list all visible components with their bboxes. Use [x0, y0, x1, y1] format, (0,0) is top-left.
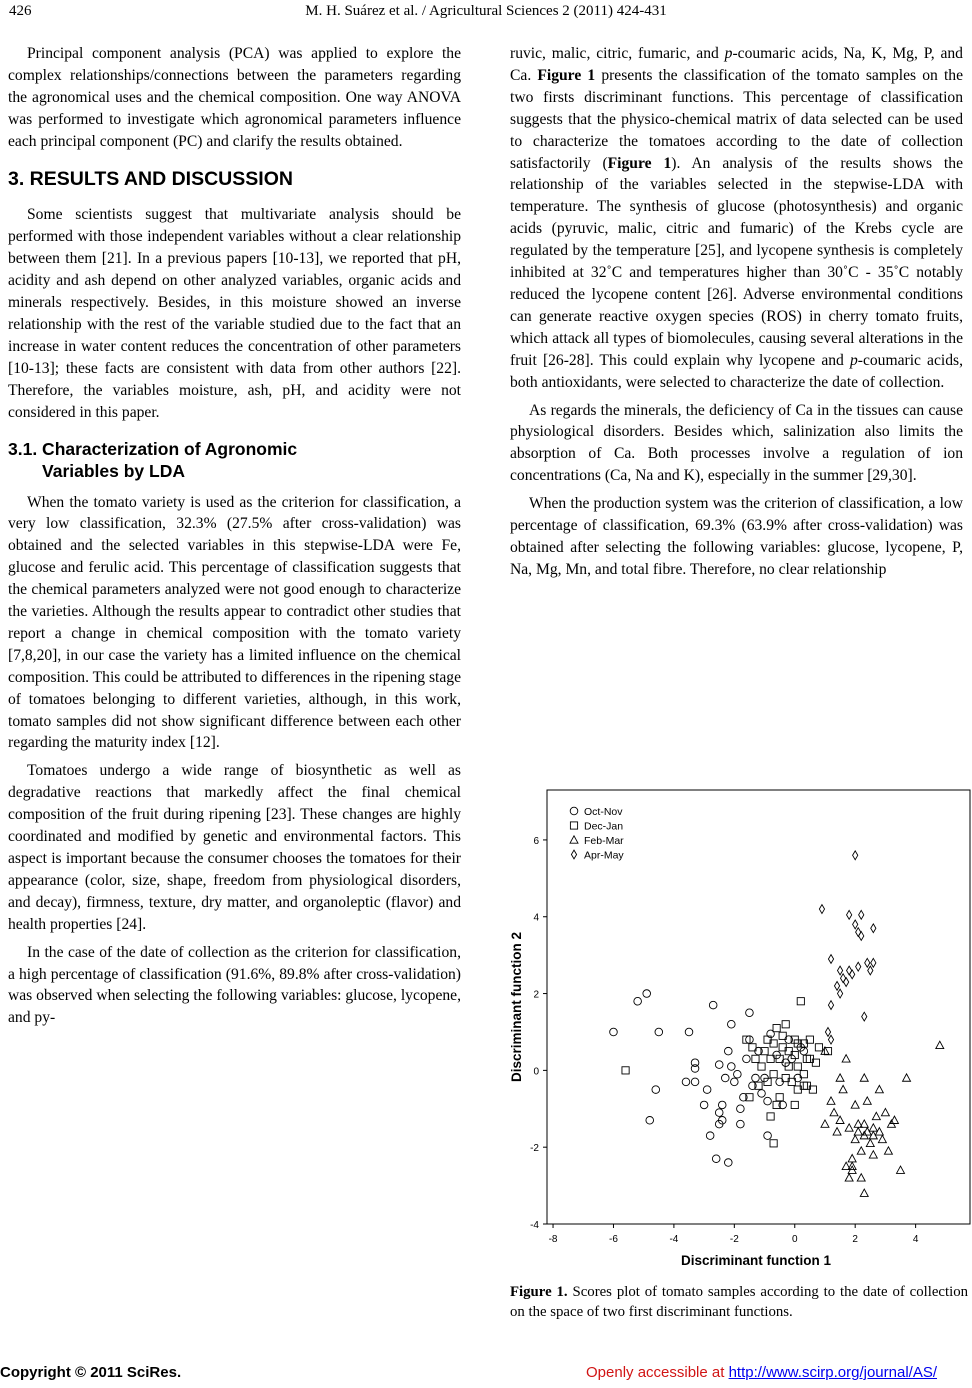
data-point-circle [724, 1159, 732, 1167]
data-point-circle [724, 1047, 732, 1055]
data-point-triangle [897, 1166, 905, 1173]
data-point-diamond [868, 966, 873, 975]
data-point-circle [746, 1009, 754, 1017]
caption-text: Scores plot of tomato samples according to the date of collection on the space of two first discriminant functions. [510, 1284, 968, 1320]
data-point-triangle [860, 1189, 868, 1196]
data-point-circle [718, 1101, 726, 1109]
data-point-diamond [856, 928, 861, 937]
data-point-square [803, 1055, 810, 1062]
y-tick-label: 2 [533, 989, 539, 1001]
legend-label: Dec-Jan [584, 820, 624, 833]
copyright: Copyright © 2011 SciRes. [0, 1364, 182, 1381]
data-point-triangle [860, 1074, 868, 1081]
data-point-square [758, 1063, 765, 1070]
data-point-triangle [827, 1097, 835, 1104]
legend-marker-square [570, 822, 577, 829]
y-tick-label: -2 [530, 1143, 539, 1155]
x-tick-label: -4 [669, 1234, 679, 1245]
data-point-circle [709, 1001, 717, 1009]
data-point-circle [682, 1078, 690, 1086]
data-point-triangle [836, 1116, 844, 1123]
data-point-triangle [857, 1147, 865, 1154]
data-point-circle [752, 1074, 760, 1082]
data-point-square [815, 1044, 822, 1051]
data-point-circle [691, 1065, 699, 1073]
open-access-note: Openly accessible at http://www.scirp.org/journal/AS/ [586, 1364, 937, 1381]
y-tick-label: -4 [530, 1220, 539, 1231]
legend-label: Feb-Mar [584, 835, 624, 847]
data-point-square [791, 1101, 798, 1108]
x-tick-label: -8 [548, 1234, 558, 1245]
caption-label: Figure 1. [510, 1284, 568, 1300]
data-point-square [773, 1025, 780, 1032]
data-point-circle [706, 1132, 714, 1140]
legend-marker-diamond [571, 850, 576, 859]
data-point-triangle [851, 1135, 859, 1142]
journal-link[interactable]: http://www.scirp.org/journal/AS/ [728, 1364, 937, 1381]
data-point-circle [746, 1036, 754, 1044]
data-point-diamond [865, 958, 870, 967]
x-tick-label: -2 [729, 1234, 739, 1245]
data-point-triangle [836, 1074, 844, 1081]
paragraph-date-collection: In the case of the date of collection as the criterion for classification, a high percentage of classification (91.6%, 89.8% after cross-validation) was observed when selecting the following variables: glucose, lycopene, and py- [8, 943, 461, 1027]
data-point-circle [764, 1097, 772, 1105]
data-point-square [622, 1067, 629, 1074]
axis-ticks [530, 836, 919, 1245]
legend-label: Apr-May [584, 849, 624, 862]
data-point-square [776, 1094, 783, 1101]
subsection-heading-lda [8, 438, 461, 482]
data-point-triangle [821, 1120, 829, 1127]
data-point-diamond [856, 962, 861, 971]
data-point-circle [737, 1105, 745, 1113]
paragraph-variety: When the tomato variety is used as the criterion for classification, a very low classification, 32.3% (27.5% after cross-validation) was obtained and the selected variables in this stepwise-LDA were Fe, glucose and ferulic acid. This percentage of classification suggests that the chemical parameters analyzed were not good enough to characterize the varieties. Although the results appear to contradict other studies that report a change in chemical composition with the tomato variety [7,8,20], in our case the variety has a limited influence on the chemical composition. This could be attributed to differences in the ripening stage of tomatoes belonging to different varieties, although, in this work, tomato samples did not show significant difference between each other regarding the maturity index [12]. [8, 493, 461, 752]
data-point-triangle [872, 1112, 880, 1119]
data-point-triangle [936, 1041, 944, 1048]
legend-label: Oct-Nov [584, 806, 623, 818]
legend-marker-circle [570, 807, 578, 815]
data-point-diamond [825, 1028, 830, 1037]
page-number: 426 [9, 3, 32, 19]
x-tick-label: -6 [609, 1234, 618, 1245]
data-point-square [770, 1140, 777, 1147]
data-point-circle [646, 1117, 654, 1125]
data-point-circle [655, 1028, 663, 1036]
data-point-diamond [837, 989, 842, 998]
data-point-circle [715, 1109, 723, 1117]
data-point-circle [691, 1078, 699, 1086]
y-axis-label: Discriminant function 2 [509, 931, 524, 1083]
data-point-square [767, 1113, 774, 1120]
data-point-triangle [845, 1124, 853, 1131]
data-point-triangle [851, 1101, 859, 1108]
data-point-circle [634, 997, 642, 1005]
data-point-square [794, 1063, 801, 1070]
data-point-circle [721, 1074, 729, 1082]
data-point-circle [728, 1063, 736, 1071]
data-point-circle [703, 1086, 711, 1094]
data-point-triangle [869, 1124, 877, 1131]
data-point-triangle [878, 1135, 886, 1142]
data-point-diamond [853, 920, 858, 929]
paragraph-ripening: Tomatoes undergo a wide range of biosynthetic as well as degradative reactions that markedly affect the final chemical composition of the fruit during ripening [23]. These changes are highly coordinated and modified by genetic and environmental factors. This aspect is important because the consumer chooses the tomatoes for their appearance (color, size, shape, freedom from physiological disorders, and decay), firmness, texture, dry matter, and organoleptic (flavor) and health properties [24]. [8, 762, 461, 933]
data-point-diamond [828, 955, 833, 964]
data-point-triangle [845, 1174, 853, 1181]
data-point-diamond [847, 910, 852, 919]
data-point-triangle [857, 1174, 865, 1181]
data-point-circle [734, 1070, 742, 1078]
data-point-circle [712, 1155, 720, 1163]
data-point-triangle [848, 1155, 856, 1162]
data-point-diamond [850, 970, 855, 979]
data-point-triangle [881, 1108, 889, 1115]
data-point-triangle [842, 1055, 850, 1062]
data-point-square [752, 1055, 759, 1062]
figure-1-chart [505, 780, 972, 1276]
paragraph-minerals: As regards the minerals, the deficiency of Ca in the tissues can cause physiological disorders. Besides which, salinization also limits the absorption of Ca. Both processes involve a regulation of ion concentrations (Ca, Na and K), especially in the summer [29,30]. [510, 401, 963, 485]
right-column [510, 43, 963, 581]
data-point-circle [685, 1028, 693, 1036]
data-point-circle [700, 1101, 708, 1109]
section-heading-results: 3. RESULTS AND DISCUSSION [8, 167, 293, 190]
subsection-heading-line2: Variables by LDA [42, 460, 185, 481]
running-title: M. H. Suárez et al. / Agricultural Sciences 2 (2011) 424-431 [305, 3, 667, 19]
data-point-diamond [859, 932, 864, 941]
data-point-square [782, 1021, 789, 1028]
subsection-heading-line1: 3.1. Characterization of Agronomic [8, 438, 298, 459]
data-point-triangle [903, 1074, 911, 1081]
data-point-diamond [859, 910, 864, 919]
data-point-diamond [862, 1012, 867, 1021]
data-point-diamond [828, 1001, 833, 1010]
data-point-diamond [819, 905, 824, 914]
data-point-diamond [844, 978, 849, 987]
y-tick-label: 4 [533, 912, 539, 924]
data-point-circle [715, 1061, 723, 1069]
data-point-triangle [833, 1128, 841, 1135]
data-point-square [797, 998, 804, 1005]
data-point-circle [652, 1086, 660, 1094]
data-point-circle [764, 1132, 772, 1140]
data-point-triangle [884, 1147, 892, 1154]
paragraph-multivariate: Some scientists suggest that multivariate analysis should be performed with those independent variables without a clear relationship between them [21]. In a previous papers [10-13], we reported that pH, acidity and ash depend on other analyzed variables, organic acids and minerals respectively. Besides, in this moisture showed an inverse relationship with the rest of the variable studied due to the fact that an increase in water content reduces the concentration of other parameters [10-13]; these facts are consistent with data from other authors [22]. Therefore, the variables moisture, ash, pH, and acidity were not considered in this paper. [8, 206, 461, 421]
data-point-diamond [828, 1035, 833, 1044]
data-point-circle [731, 1078, 739, 1086]
x-axis-label: Discriminant function 1 [680, 1253, 832, 1268]
data-point-triangle [875, 1085, 883, 1092]
paragraph-methods-pca: Principal component analysis (PCA) was applied to explore the complex relationships/connections between the parameters regarding the agronomical uses and the chemical composition. One way ANOVA was performed to investigate which agronomical parameters influence each principal component (PC) and clarify the results obtained. [8, 45, 461, 150]
figure-ref[interactable]: Figure 1 [607, 154, 672, 172]
data-point-diamond [837, 966, 842, 975]
data-point-circle [610, 1028, 618, 1036]
left-column [8, 43, 461, 1029]
y-tick-label: 0 [533, 1066, 539, 1078]
x-tick-label: 2 [852, 1234, 858, 1245]
data-point-circle [728, 1020, 736, 1028]
data-point-diamond [847, 966, 852, 975]
data-point-diamond [834, 981, 839, 990]
paragraph-acids: ruvic, malic, citric, fumaric, and p-coumaric acids, Na, K, Mg, P, and Ca. Figure 1 presents the classification of the tomato samples on the two firsts discriminant functions. This percentage of classification suggests that the physico-chemical matrix of data selected can be used to characterize the tomatoes according to the date of collection satisfactorily (Figure 1). An analysis of the results shows the relationship of the variables selected in the stepwise-LDA with temperature. The synthesis of glucose (photosynthesis) and organic acids (pyruvic, malic, citric and fumaric) of the Krebs cycle are regulated by the temperature [25], and lycopene synthesis is completely inhibited at 32˚C and temperatures higher than 30˚C - 35˚C notably reduced the lycopene content [26]. Adverse environmental conditions can generate reactive oxygen species (ROS) in cherry tomato fruits, which attack all types of biomolecules, causing several alterations in the fruit [26-28]. This could explain why lycopene and p-coumaric acids, both antioxidants, were selected to characterize the date of collection. [510, 45, 963, 391]
data-point-circle [743, 1055, 751, 1063]
data-point-triangle [830, 1108, 838, 1115]
data-point-diamond [841, 974, 846, 983]
data-point-triangle [839, 1085, 847, 1092]
legend [570, 806, 624, 862]
data-points [610, 851, 944, 1197]
data-point-square [770, 1071, 777, 1078]
data-point-diamond [871, 924, 876, 933]
x-tick-label: 0 [791, 1234, 798, 1245]
data-point-circle [643, 990, 651, 998]
figure-caption [510, 1282, 968, 1322]
data-point-triangle [863, 1097, 871, 1104]
data-point-diamond [871, 958, 876, 967]
paragraph-production-system: When the production system was the criterion of classification, a low percentage of classification, 69.3% (63.9% after cross-validation) was obtained after selecting the following variables: glucose, lycopene, P, Na, Mg, Mn, and total fibre. Therefore, no clear relationship [510, 495, 963, 578]
x-tick-label: 4 [912, 1234, 919, 1245]
data-point-triangle [869, 1151, 877, 1158]
data-point-diamond [853, 851, 858, 860]
figure-ref[interactable]: Figure 1 [537, 66, 596, 84]
data-point-triangle [854, 1128, 862, 1135]
data-point-circle [758, 1090, 766, 1098]
data-point-triangle [866, 1139, 874, 1146]
y-tick-label: 6 [533, 835, 539, 847]
legend-marker-triangle [570, 836, 578, 843]
data-point-circle [737, 1120, 745, 1128]
